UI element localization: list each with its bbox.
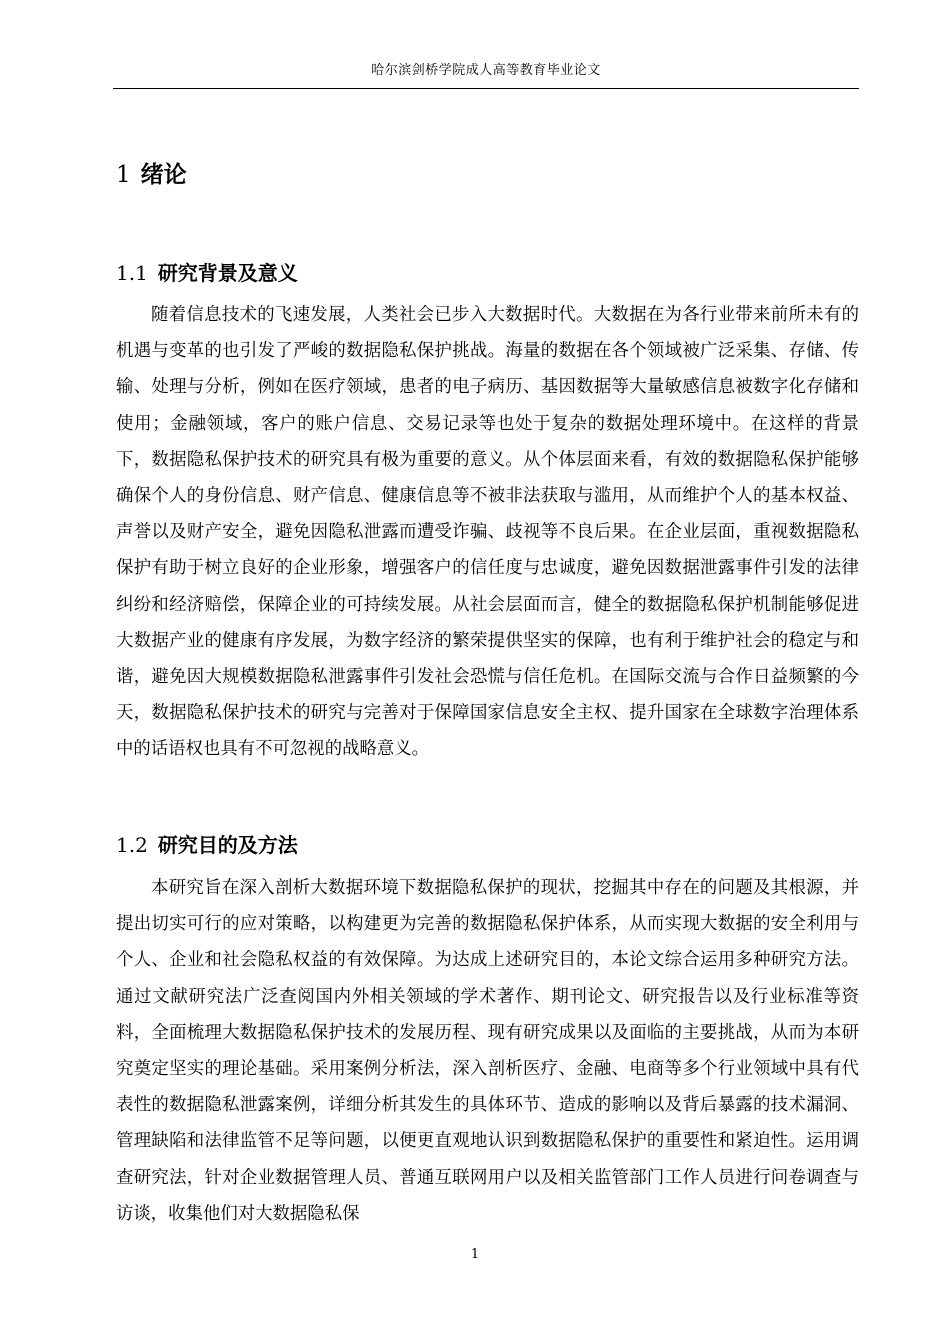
section-1-1-paragraph: 随着信息技术的飞速发展，人类社会已步入大数据时代。大数据在为各行业带来前所未有的机遇与变革的也引发了严峻的数据隐私保护挑战。海量的数据在各个领域被广泛采集、存储、传输、处理与分析，例如在医疗领域，患者的电子病历、基因数据等大量敏感信息被数字化存储和使用；金融领域，客户的账户信息、交易记录等也处于复杂的数据处理环境中。在这样的背景下，数据隐私保护技术的研究具有极为重要的意义。从个体层面来看，有效的数据隐私保护能够确保个人的身份信息、财产信息、健康信息等不被非法获取与滥用，从而维护个人的基本权益、声誉以及财产安全，避免因隐私泄露而遭受诈骗、歧视等不良后果。在企业层面，重视数据隐私保护有助于树立良好的企业形象，增强客户的信任度与忠诚度，避免因数据泄露事件引发的法律纠纷和经济赔偿，保障企业的可持续发展。从社会层面而言，健全的数据隐私保护机制能够促进大数据产业的健康有序发展，为数字经济的繁荣提供坚实的保障，也有利于维护社会的稳定与和谐，避免因大规模数据隐私泄露事件引发社会恐慌与信任危机。在国际交流与合作日益频繁的今天，数据隐私保护技术的研究与完善对于保障国家信息安全主权、提升国家在全球数字治理体系中的话语权也具有不可忽视的战略意义。: [116, 305, 859, 760]
chapter-heading: [116, 158, 187, 192]
header-divider: [113, 88, 859, 89]
section-heading-1-2: [116, 830, 298, 860]
page-number: 1: [470, 1247, 480, 1262]
chapter-title: 绪论: [140, 161, 187, 188]
section-number: 1.2: [116, 833, 148, 857]
chapter-number: 1: [116, 162, 131, 188]
section-title: 研究背景及意义: [157, 261, 298, 285]
section-title: 研究目的及方法: [157, 833, 298, 857]
section-1-2-paragraph: 本研究旨在深入剖析大数据环境下数据隐私保护的现状，挖掘其中存在的问题及其根源，并提出切实可行的应对策略，以构建更为完善的数据隐私保护体系，从而实现大数据的安全利用与个人、企业和社会隐私权益的有效保障。为达成上述研究目的，本论文综合运用多种研究方法。通过文献研究法广泛查阅国内外相关领域的学术著作、期刊论文、研究报告以及行业标准等资料，全面梳理大数据隐私保护技术的发展历程、现有研究成果以及面临的主要挑战，从而为本研究奠定坚实的理论基础。采用案例分析法，深入剖析医疗、金融、电商等多个行业领域中具有代表性的数据隐私泄露案例，详细分析其发生的具体环节、造成的影响以及背后暴露的技术漏洞、管理缺陷和法律监管不足等问题，以便更直观地认识到数据隐私保护的重要性和紧迫性。运用调查研究法，针对企业数据管理人员、普通互联网用户以及相关监管部门工作人员进行问卷调查与访谈，收集他们对大数据隐私保: [116, 878, 859, 1224]
section-number: 1.1: [116, 261, 148, 285]
section-heading-1-1: [116, 258, 298, 288]
running-header: 哈尔滨剑桥学院成人高等教育毕业论文: [371, 63, 601, 78]
